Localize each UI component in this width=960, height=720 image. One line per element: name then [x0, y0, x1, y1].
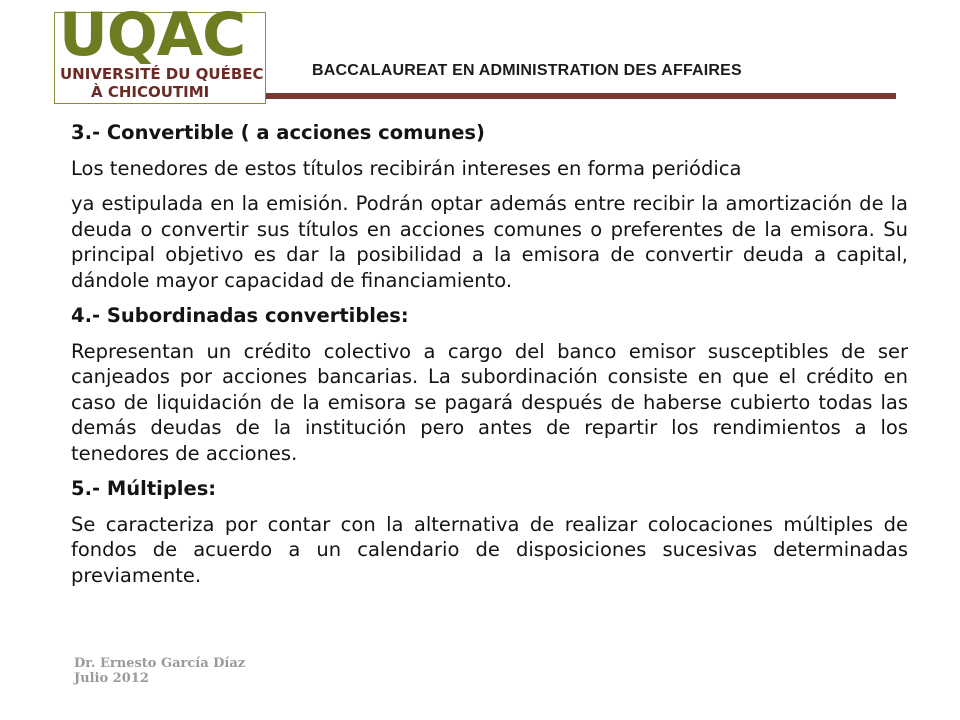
- footer-author: Dr. Ernesto García Díaz: [74, 656, 246, 671]
- slide-footer: [74, 656, 245, 686]
- section-4-body: Representan un crédito colectivo a cargo del banco emisor susceptibles de ser canjeados por acciones bancarias. La subordinación consiste en que el crédito en caso de liquidación de la emisora se pagará después de haberse cubierto todas las demás deudas de la institución pero antes de repartir los rendimientos a los tenedores de acciones.: [71, 339, 908, 465]
- section-3-intro: Los tenedores de estos títulos recibirán intereses en forma periódica: [71, 156, 742, 180]
- section-3-body: ya estipulada en la emisión. Podrán optar además entre recibir la amortización de la deuda o convertir sus títulos en acciones comunes o preferentes de la emisora. Su principal objetivo es dar la posibilidad a la emisora de convertir deuda a capital, dándole mayor capacidad de financiamiento.: [71, 192, 908, 292]
- logo-wordmark: UQAC: [59, 0, 246, 70]
- footer-date: Julio 2012: [74, 671, 149, 686]
- slide-body: [71, 120, 908, 598]
- program-title: BACCALAUREAT EN ADMINISTRATION DES AFFAIRES: [312, 62, 742, 79]
- header-divider: [266, 93, 896, 99]
- uqac-logo: [54, 0, 266, 104]
- section-5-body: Se caracteriza por contar con la alternativa de realizar colocaciones múltiples de fondos de acuerdo a un calendario de disposiciones sucesivas determinadas previamente.: [71, 512, 908, 587]
- logo-city-line: À CHICOUTIMI: [91, 83, 210, 101]
- section-3-heading: 3.- Convertible ( a acciones comunes): [71, 121, 485, 144]
- section-4-heading: 4.- Subordinadas convertibles:: [71, 304, 409, 327]
- section-5-heading: 5.- Múltiples:: [71, 477, 217, 500]
- logo-university-line: UNIVERSITÉ DU QUÉBEC: [60, 65, 264, 83]
